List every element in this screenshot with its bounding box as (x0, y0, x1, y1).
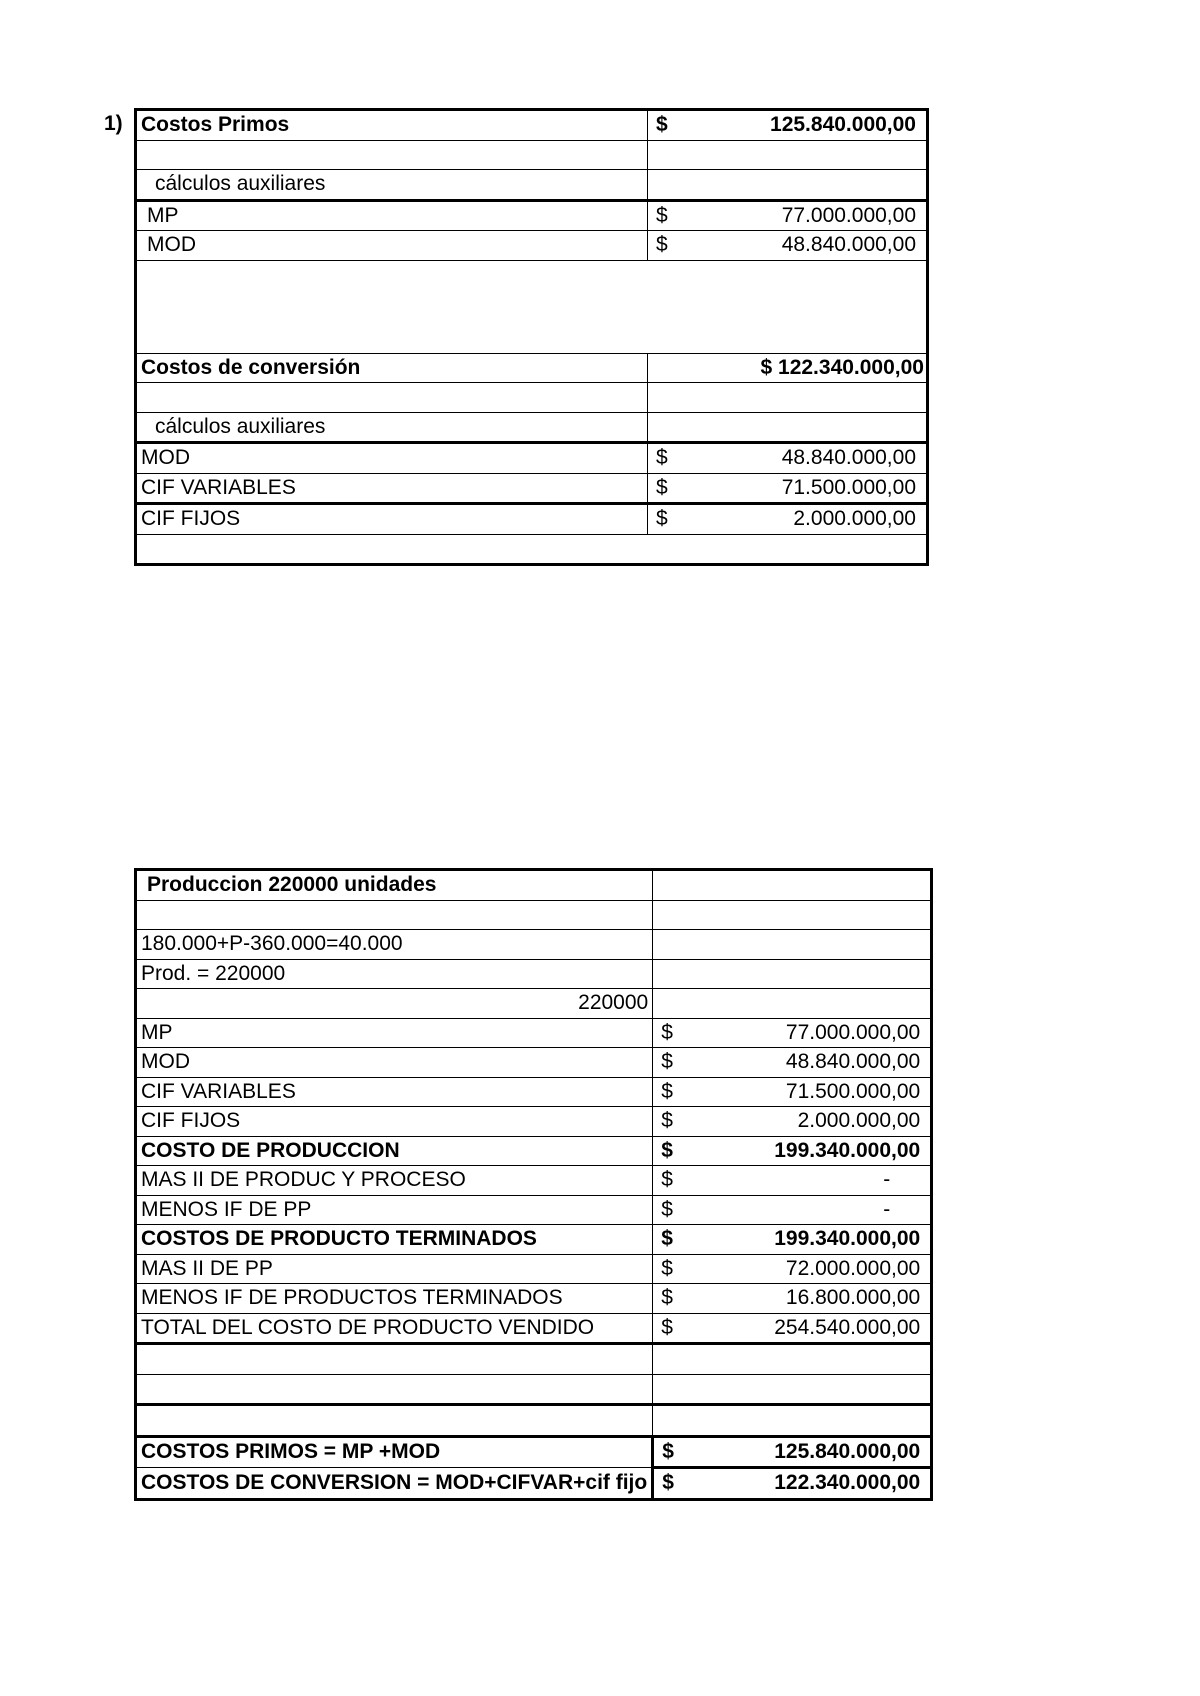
conversion-formula-row (136, 1468, 932, 1500)
currency-sign: $ (656, 507, 668, 531)
currency-sign: $ (661, 1286, 673, 1310)
empty-row (136, 1405, 932, 1437)
cost-row (136, 1048, 932, 1078)
currency-sign: $ (661, 1168, 673, 1192)
row-value[interactable] (653, 1018, 932, 1048)
amount: 2.000.000,00 (797, 1109, 921, 1133)
empty-row (136, 534, 928, 565)
amount: 48.840.000,00 (785, 1050, 921, 1074)
currency-sign: $ (656, 233, 668, 257)
row-value[interactable] (653, 1048, 932, 1078)
row-label[interactable]: COSTO DE PRODUCCION (136, 1136, 653, 1166)
row-label[interactable]: MOD (136, 1048, 653, 1078)
row-label[interactable]: CIF FIJOS (136, 1107, 653, 1137)
primos-formula-label[interactable]: COSTOS PRIMOS = MP +MOD (136, 1436, 653, 1468)
primos-formula-row (136, 1436, 932, 1468)
mod2-value[interactable] (648, 443, 928, 474)
row-value[interactable] (653, 1313, 932, 1344)
costos-primos-label[interactable]: Costos Primos (136, 110, 648, 141)
mp-row (136, 200, 928, 231)
amount: 2.000.000,00 (793, 507, 916, 531)
row-value[interactable] (653, 1166, 932, 1196)
currency-sign: $ (661, 1315, 673, 1339)
cif-var-row (136, 473, 928, 504)
mod2-label[interactable]: MOD (136, 443, 648, 474)
cost-row (136, 1077, 932, 1107)
costos-primos-value[interactable] (648, 110, 928, 141)
cost-row (136, 1313, 932, 1344)
amount: 71.500.000,00 (785, 1079, 921, 1103)
currency-sign: $ (662, 1471, 674, 1495)
cost-row (136, 1225, 932, 1255)
currency-sign: $ (656, 475, 668, 499)
spacer-row (136, 260, 928, 353)
prod-cell[interactable]: Prod. = 220000 (136, 959, 653, 989)
aux-row (136, 170, 928, 201)
row-value[interactable] (653, 1077, 932, 1107)
row-value[interactable] (653, 1225, 932, 1255)
primos-formula-value[interactable] (653, 1436, 932, 1468)
cost-row (136, 1284, 932, 1314)
amount: 199.340.000,00 (774, 1227, 921, 1251)
row-label[interactable]: MAS II DE PP (136, 1254, 653, 1284)
currency-sign: $ (661, 1020, 673, 1044)
amount: 122.340.000,00 (774, 1471, 921, 1495)
prod-value-cell[interactable]: 220000 (136, 989, 653, 1019)
cost-row (136, 1166, 932, 1196)
equation-row (136, 930, 932, 960)
exercise-number: 1) (104, 112, 123, 135)
amount: 199.340.000,00 (774, 1138, 921, 1162)
amount: 77.000.000,00 (781, 203, 916, 227)
row-value[interactable] (653, 1254, 932, 1284)
currency-sign: $ (662, 1439, 674, 1463)
amount: 125.840.000,00 (770, 113, 916, 137)
equation-cell[interactable]: 180.000+P-360.000=40.000 (136, 930, 653, 960)
amount: 254.540.000,00 (774, 1315, 921, 1339)
cost-row (136, 1136, 932, 1166)
currency-sign: $ (661, 1050, 673, 1074)
amount: 48.840.000,00 (781, 233, 916, 257)
currency-sign: $ (661, 1197, 673, 1221)
amount: 48.840.000,00 (781, 446, 916, 470)
mod-value[interactable] (648, 231, 928, 261)
currency-sign: $ (661, 1256, 673, 1280)
empty-row (136, 900, 932, 930)
costos-conversion-value[interactable]: $ 122.340.000,00 (648, 353, 928, 383)
cif-var-label[interactable]: CIF VARIABLES (136, 473, 648, 504)
empty-row (136, 383, 928, 413)
row-value[interactable] (653, 1107, 932, 1137)
row-label[interactable]: MP (136, 1018, 653, 1048)
amount: 16.800.000,00 (785, 1286, 921, 1310)
prod-row (136, 959, 932, 989)
prod-value-row (136, 989, 932, 1019)
aux-row (136, 412, 928, 443)
costos-primos-row (136, 110, 928, 141)
row-label[interactable]: MAS II DE PRODUC Y PROCESO (136, 1166, 653, 1196)
row-label[interactable]: MENOS IF DE PP (136, 1195, 653, 1225)
amount: 72.000.000,00 (785, 1256, 921, 1280)
cost-row (136, 1018, 932, 1048)
produccion-row (136, 870, 932, 901)
mp-label[interactable]: MP (136, 200, 648, 231)
mod-label[interactable]: MOD (136, 231, 648, 261)
cif-fijos-row (136, 504, 928, 535)
mod-row (136, 231, 928, 261)
cost-row (136, 1107, 932, 1137)
cif-var-value[interactable] (648, 473, 928, 504)
mp-value[interactable] (648, 200, 928, 231)
aux-label[interactable]: cálculos auxiliares (136, 170, 648, 201)
cif-fijos-label[interactable]: CIF FIJOS (136, 504, 648, 535)
row-value[interactable] (653, 1195, 932, 1225)
currency-sign: $ (661, 1109, 673, 1133)
currency-sign: $ (661, 1138, 673, 1162)
currency-sign: $ (656, 113, 668, 137)
row-label[interactable]: TOTAL DEL COSTO DE PRODUCTO VENDIDO (136, 1313, 653, 1344)
empty-row (136, 1344, 932, 1375)
amount: 125.840.000,00 (774, 1439, 921, 1463)
amount: - (883, 1197, 891, 1221)
produccion-table (134, 868, 933, 1501)
row-label[interactable]: COSTOS DE PRODUCTO TERMINADOS (136, 1225, 653, 1255)
amount: - (883, 1168, 891, 1192)
costos-conversion-label[interactable]: Costos de conversión (136, 353, 648, 383)
produccion-label[interactable]: Produccion 220000 unidades (136, 870, 653, 901)
cost-row (136, 1254, 932, 1284)
row-value[interactable] (653, 1284, 932, 1314)
currency-sign: $ (656, 203, 668, 227)
conversion-formula-label[interactable]: COSTOS DE CONVERSION = MOD+CIFVAR+cif fijo (136, 1468, 653, 1500)
empty-row (136, 1374, 932, 1405)
currency-sign: $ (661, 1079, 673, 1103)
currency-sign: $ (656, 446, 668, 470)
costos-conversion-row (136, 353, 928, 383)
amount: 71.500.000,00 (781, 475, 916, 499)
row-value[interactable] (653, 1136, 932, 1166)
mod2-row (136, 443, 928, 474)
costos-table (134, 108, 929, 566)
cif-fijos-value[interactable] (648, 504, 928, 535)
empty-row (136, 140, 928, 170)
row-label[interactable]: MENOS IF DE PRODUCTOS TERMINADOS (136, 1284, 653, 1314)
cost-row (136, 1195, 932, 1225)
row-label[interactable]: CIF VARIABLES (136, 1077, 653, 1107)
aux-label[interactable]: cálculos auxiliares (136, 412, 648, 443)
conversion-formula-value[interactable] (653, 1468, 932, 1500)
amount: 77.000.000,00 (785, 1020, 921, 1044)
currency-sign: $ (661, 1227, 673, 1251)
